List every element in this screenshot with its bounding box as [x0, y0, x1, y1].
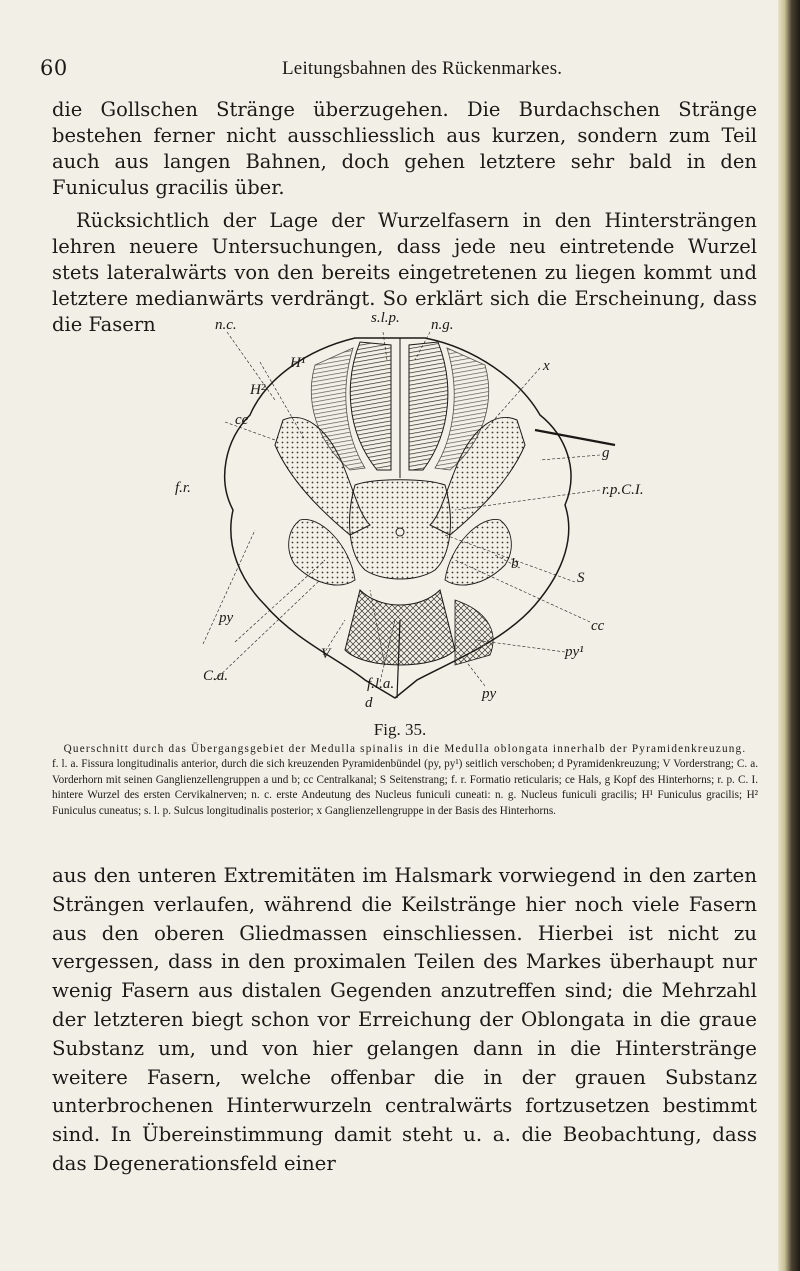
page-number: 60 [40, 56, 68, 80]
label-cc: cc [591, 618, 605, 634]
figure-35 [155, 310, 655, 715]
label-py-left: py [219, 610, 234, 626]
label-nc: n.c. [215, 317, 237, 333]
page-edge-shadow [778, 0, 800, 1271]
label-b: b [511, 556, 519, 572]
label-py-bottom: py [482, 686, 497, 702]
label-slp: s.l.p. [371, 310, 400, 326]
label-g: g [602, 445, 610, 461]
label-H1: H¹ [290, 355, 306, 371]
label-py1: py¹ [565, 644, 584, 660]
figure-caption-body: f. l. a. Fissura longitudinalis anterior, durch die sich kreuzenden Pyramidenbündel (py, py¹) seitlich verschoben; d Pyramidenkreuzung; V Vorderstrang; C. a. Vorderhorn mit seinen Ganglienzellengruppen a und b; cc Centralkanal; S Seitenstrang; f. r. Formatio reticularis; ce Hals, g Kopf des Hinterhorns; r. p. C. I. hintere Wurzel des ersten Cervikalnerven; n. c. erste Andeutung des Nucleus funiculi cuneati: n. g. Nucleus funiculi gracilis; H¹ Funiculus gracilis; H² Funiculus cuneatus; s. l. p. Sulcus longitudinalis posterior; x Ganglienzellengruppe in der Basis des Hinterhorns. [52, 758, 758, 817]
figure-title: Fig. 35. [373, 720, 427, 739]
label-ng: n.g. [431, 317, 454, 333]
running-head: Leitungsbahnen des Rückenmarkes. [282, 58, 563, 79]
figure-caption-head: Querschnitt durch das Übergangsgebiet der Medulla spinalis in die Medulla oblongata innerhalb der Pyramidenkreuzung. [63, 743, 747, 755]
paragraph-1: die Gollschen Stränge überzugehen. Die Burdachschen Stränge bestehen ferner nicht ausschliesslich aus kurzen, sondern zum Teil auch aus langen Bahnen, doch gehen letztere sehr bald in den Funiculus gracilis über. [52, 98, 757, 199]
label-ce: ce [235, 412, 249, 428]
figure-caption [52, 742, 758, 819]
label-fr: f.r. [175, 480, 191, 496]
label-Ca: C.a. [203, 668, 229, 684]
label-H2: H² [250, 382, 266, 398]
paragraph-2: Rücksichtlich der Lage der Wurzelfasern in den Hintersträngen lehren neuere Untersuchungen, dass jede neu eintretende Wurzel stets lateralwärts von den bereits eingetretenen zu liegen kommt und letztere medianwärts verdrängt. So erklärt sich die Erscheinung, dass die Fasern [52, 209, 757, 336]
label-d: d [365, 695, 373, 711]
paragraph-3: aus den unteren Extremitäten im Halsmark vorwiegend in den zarten Strängen verlaufen, während die Keilstränge hier noch viele Fasern aus den oberen Gliedmassen einschliessen. Hierbei ist nicht zu vergessen, dass in den proximalen Teilen des Markes überhaupt nur wenig Fasern aus distalen Gegenden anzutreffen sind; die Mehrzahl der letzteren biegt schon vor Erreichung der Oblongata in die graue Substanz um, und von hier gelangen dann in die Hinterstränge weitere Fasern, welche offenbar die in der grauen Substanz unterbrochenen Hinterwurzeln centralwärts fortzusetzen bestimmt sind. In Übereinstimmung damit steht u. a. die Beobachtung, dass das Degenerationsfeld einer [52, 864, 757, 1175]
central-canal [396, 528, 404, 536]
label-V: V [321, 646, 331, 662]
label-S: S [577, 570, 585, 586]
label-x: x [543, 358, 550, 374]
label-rpCI: r.p.C.I. [602, 482, 644, 498]
label-fla: f.l.a. [367, 676, 395, 692]
